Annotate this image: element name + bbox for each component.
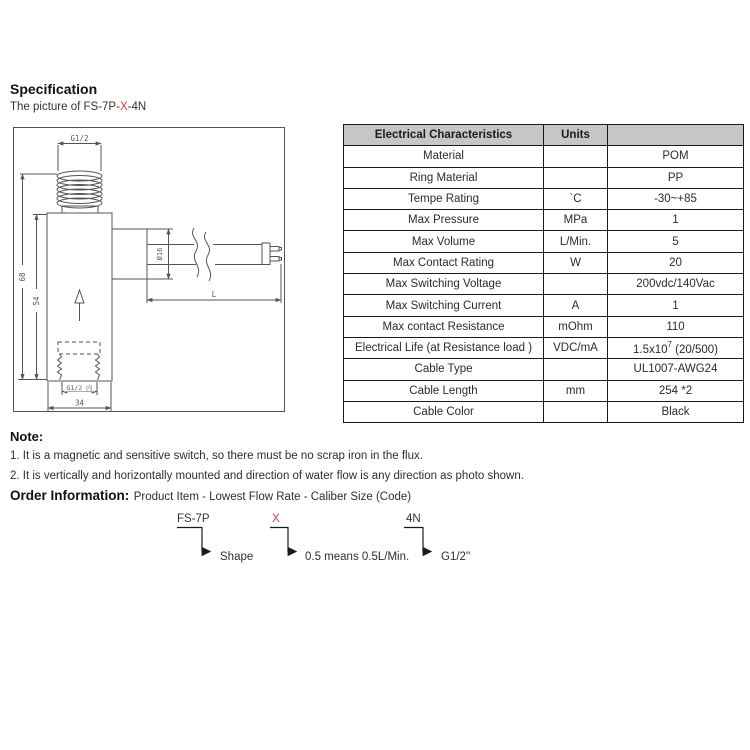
wire-connector xyxy=(262,243,282,265)
value-rest: (20/500) xyxy=(671,343,718,356)
table-row xyxy=(344,401,744,422)
order-code-flowrate: X xyxy=(272,513,280,525)
table-row xyxy=(344,295,744,316)
spec-value: 5 xyxy=(608,231,744,252)
order-arrow xyxy=(404,528,431,552)
order-meaning-shape: Shape xyxy=(220,551,254,563)
table-row xyxy=(344,167,744,188)
spec-unit: A xyxy=(544,295,608,316)
spec-value: 254 *2 xyxy=(608,380,744,401)
dim-label-bottom-thread: G1/2 内 xyxy=(66,384,93,392)
spec-name: Cable Color xyxy=(344,401,544,422)
order-meaning-caliber: G1/2'' xyxy=(441,551,471,563)
subtitle-prefix: The picture of FS-7P- xyxy=(10,101,120,113)
thread-zigzag-right xyxy=(96,354,100,380)
flow-arrow xyxy=(75,290,84,321)
switch-body xyxy=(47,213,112,381)
spec-unit xyxy=(544,401,608,422)
order-arrow xyxy=(270,528,296,552)
header-value xyxy=(608,125,744,146)
value-base: 1.5x10 xyxy=(632,343,668,356)
dim-label-width: 34 xyxy=(74,398,85,408)
spec-name: Max Pressure xyxy=(344,210,544,231)
header-characteristics: Electrical Characteristics xyxy=(344,125,544,146)
spec-name: Max Volume xyxy=(344,231,544,252)
spec-value: UL1007-AWG24 xyxy=(608,359,744,380)
electrical-characteristics-table xyxy=(343,124,743,423)
table-row xyxy=(344,380,744,401)
order-code-item: FS-7P xyxy=(177,513,210,525)
spec-name: Cable Length xyxy=(344,380,544,401)
spec-name: Max Contact Rating xyxy=(344,252,544,273)
spec-name: Cable Type xyxy=(344,359,544,380)
spec-unit xyxy=(544,359,608,380)
spec-value: 200vdc/140Vac xyxy=(608,274,744,295)
table-row xyxy=(344,316,744,337)
drawing-geometry xyxy=(14,128,285,412)
technical-drawing xyxy=(13,127,285,412)
order-meaning-flowrate: 0.5 means 0.5L/Min. xyxy=(305,551,410,563)
thread-coil xyxy=(57,171,102,208)
dim-label-top-thread: G1/2 xyxy=(70,134,89,143)
dim-label-height-body: 54 xyxy=(32,296,41,306)
spec-value: 1 xyxy=(608,295,744,316)
table-header-row xyxy=(344,125,744,146)
dim-label-height-outer: 68 xyxy=(18,272,27,282)
spec-unit: L/Min. xyxy=(544,231,608,252)
spec-unit: MPa xyxy=(544,210,608,231)
order-subtitle: Product Item - Lowest Flow Rate - Caliber Size (Code) xyxy=(133,491,412,503)
spec-unit xyxy=(544,146,608,167)
spec-name: Electrical Life (at Resistance load ) xyxy=(344,337,544,358)
value-superscript: 7 xyxy=(667,339,672,349)
spec-value: 110 xyxy=(608,316,744,337)
spec-unit: W xyxy=(544,252,608,273)
subtitle-code-red: X xyxy=(119,101,128,113)
spec-value: 1 xyxy=(608,210,744,231)
table-row xyxy=(344,188,744,209)
spec-value: 20 xyxy=(608,252,744,273)
table-row xyxy=(344,210,744,231)
spec-name: Max Switching Current xyxy=(344,295,544,316)
note-item: 2. It is vertically and horizontally mounted and direction of water flow is any direction as photo shown. xyxy=(10,470,524,482)
cable xyxy=(147,228,262,281)
drawing-frame xyxy=(14,128,285,412)
spec-unit: `C xyxy=(544,188,608,209)
spec-value: -30~+85 xyxy=(608,188,744,209)
spec-value: PP xyxy=(608,167,744,188)
spec-name: Material xyxy=(344,146,544,167)
note-item: 1. It is a magnetic and sensitive switch, so there must be no scrap iron in the flux. xyxy=(10,450,423,462)
page-title: Specification xyxy=(10,81,98,97)
spec-unit: VDC/mA xyxy=(544,337,608,358)
spec-unit: mm xyxy=(544,380,608,401)
spec-name: Ring Material xyxy=(344,167,544,188)
dim-label-cable-length: L xyxy=(211,290,217,299)
table-row xyxy=(344,231,744,252)
spec-unit xyxy=(544,167,608,188)
spec-value xyxy=(608,337,744,358)
spec-value: POM xyxy=(608,146,744,167)
spec-name: Max contact Resistance xyxy=(344,316,544,337)
hidden-plug xyxy=(58,342,100,354)
table-row xyxy=(344,337,744,358)
product-subtitle xyxy=(10,101,146,113)
table-row xyxy=(344,252,744,273)
spec-unit xyxy=(544,274,608,295)
spec-name: Max Switching Voltage xyxy=(344,274,544,295)
note-title: Note: xyxy=(10,429,44,444)
order-arrow xyxy=(177,528,210,552)
table-row xyxy=(344,146,744,167)
spec-name: Tempe Rating xyxy=(344,188,544,209)
table-row xyxy=(344,274,744,295)
order-code-caliber: 4N xyxy=(406,513,421,525)
subtitle-suffix: -4N xyxy=(127,101,147,113)
dim-label-diameter: Ø16 xyxy=(156,247,164,261)
table-row xyxy=(344,359,744,380)
spec-value: Black xyxy=(608,401,744,422)
order-title: Order Information: xyxy=(10,488,130,503)
header-units: Units xyxy=(544,125,608,146)
order-code-diagram xyxy=(140,505,560,575)
spec-unit: mOhm xyxy=(544,316,608,337)
order-information-heading xyxy=(10,487,411,505)
thread-zigzag-left xyxy=(58,354,62,380)
cable-boss xyxy=(112,229,147,279)
